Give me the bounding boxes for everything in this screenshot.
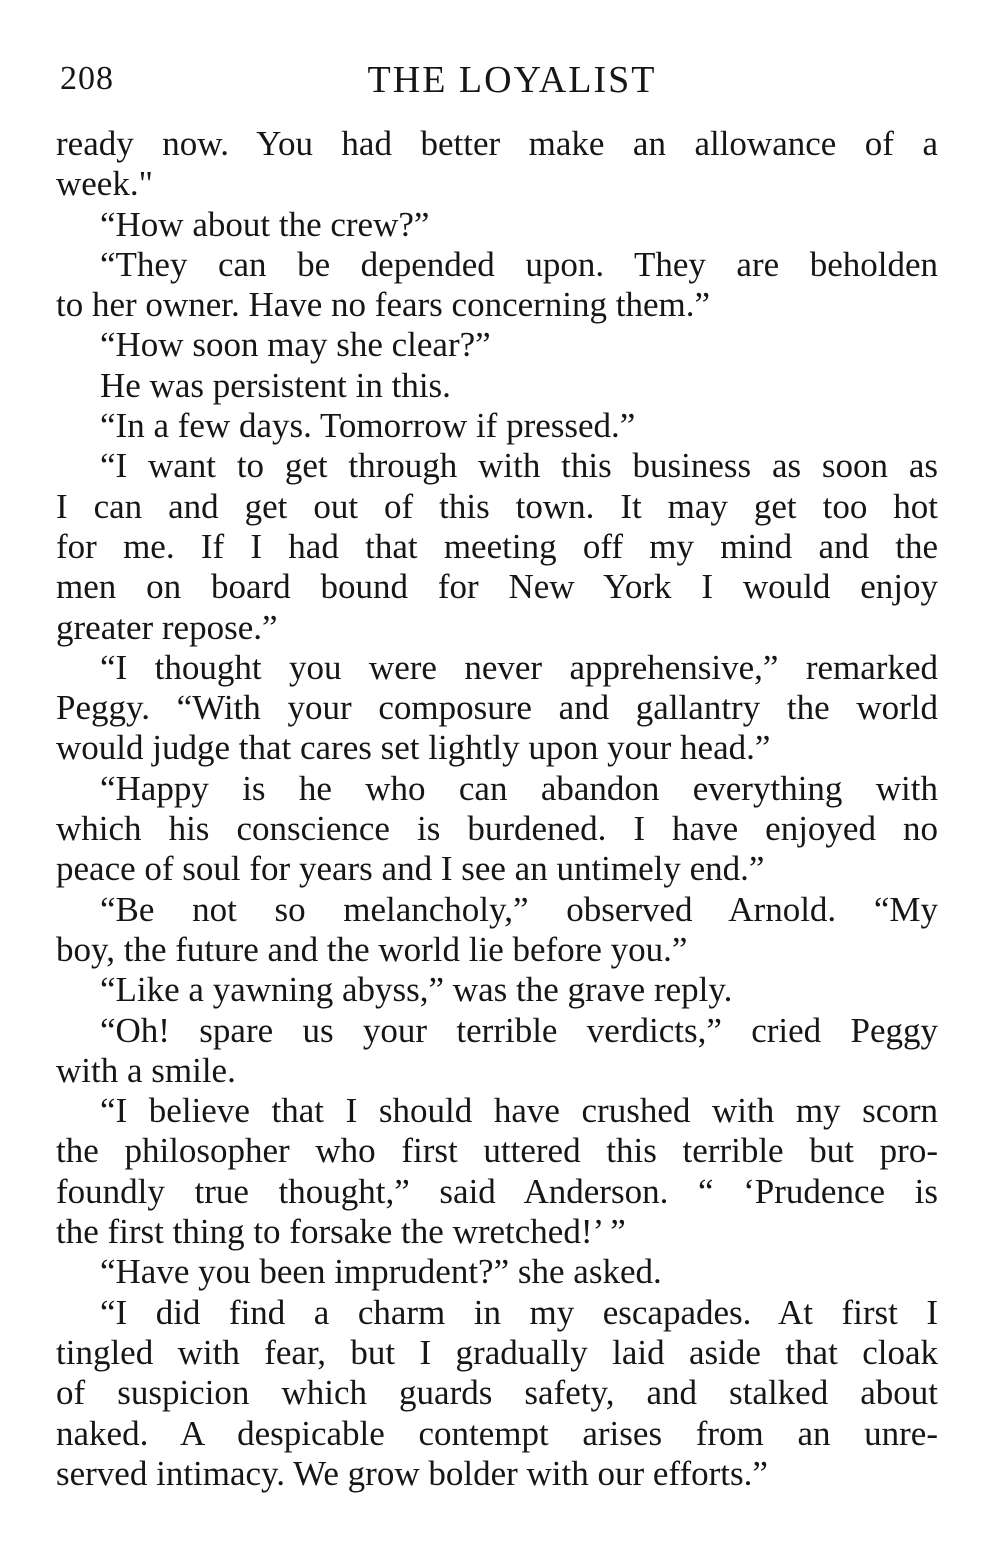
text-line: to her owner. Have no fears concerning them.” [56,285,711,325]
text-line: “Have you been imprudent?” she asked. [100,1252,662,1292]
text-line: men on board bound for New York I would enjoy [56,567,938,607]
text-line: for me. If I had that meeting off my mind and the [56,526,938,566]
text-line: “I did find a charm in my escapades. At first I [100,1292,938,1332]
text-line: “Be not so melancholy,” observed Arnold. “My [100,889,938,929]
text-line: I can and get out of this town. It may get too hot [56,486,938,526]
text-line: the first thing to forsake the wretched!’ ” [56,1212,626,1252]
text-line: “Oh! spare us your terrible verdicts,” cried Peggy [100,1010,938,1050]
text-line: greater repose.” [56,607,278,647]
body-text [56,124,938,1494]
page-header [56,52,938,112]
text-line: peace of soul for years and I see an untimely end.” [56,849,765,889]
text-line: “They can be depended upon. They are beholden [100,244,938,284]
text-line: He was persistent in this. [100,365,451,405]
text-line: the philosopher who first uttered this terrible but pro- [56,1131,938,1171]
text-line: foundly true thought,” said Anderson. “ ‘Prudence is [56,1171,938,1211]
text-line: “I believe that I should have crushed with my scorn [100,1091,938,1131]
text-line: “How about the crew?” [100,204,430,244]
text-line: “I want to get through with this business as soon as [100,446,938,486]
text-line: “In a few days. Tomorrow if pressed.” [100,406,636,446]
text-line: Peggy. “With your composure and gallantry the world [56,688,938,728]
text-line: served intimacy. We grow bolder with our efforts.” [56,1453,768,1493]
text-line: which his conscience is burdened. I have enjoyed no [56,809,938,849]
text-line: “Happy is he who can abandon everything with [100,768,938,808]
text-line: of suspicion which guards safety, and stalked about [56,1373,938,1413]
text-line: would judge that cares set lightly upon your head.” [56,728,771,768]
page-number: 208 [60,60,114,97]
text-line: ready now. You had better make an allowance of a [56,124,938,163]
text-line: tingled with fear, but I gradually laid aside that cloak [56,1332,938,1372]
text-line: with a smile. [56,1050,236,1090]
text-line: naked. A despicable contempt arises from an unre- [56,1413,938,1453]
text-line: boy, the future and the world lie before you.” [56,929,688,969]
text-line: week." [56,164,153,204]
book-page [56,52,938,1494]
running-title: THE LOYALIST [367,59,657,101]
text-line: “How soon may she clear?” [100,325,491,365]
text-line: “I thought you were never apprehensive,” remarked [100,647,938,687]
text-line: “Like a yawning abyss,” was the grave reply. [100,970,733,1010]
